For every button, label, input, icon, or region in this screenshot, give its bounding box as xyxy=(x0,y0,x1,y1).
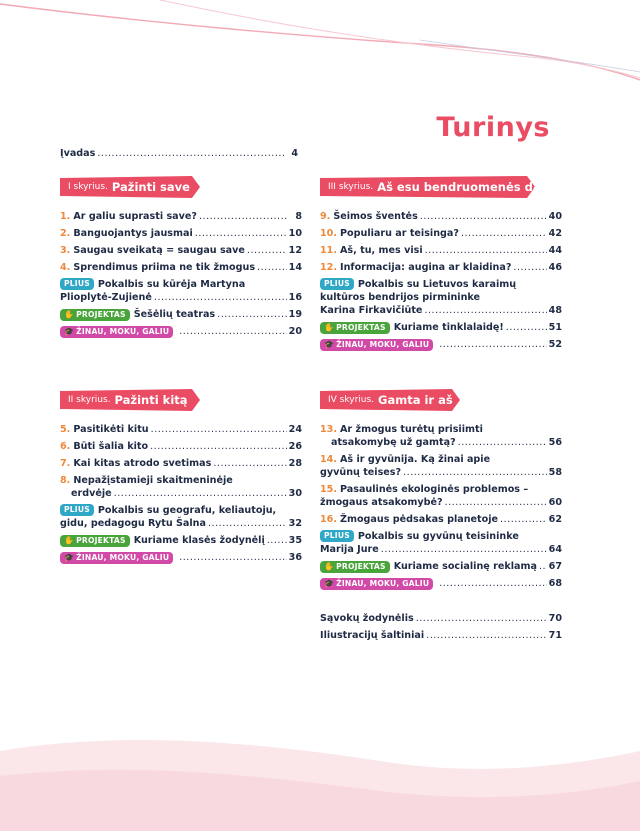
graduation-cap-icon: 🎓 xyxy=(64,553,75,562)
zinau-entry[interactable]: 🎓 ŽINAU, MOKU, GALIU ..... 68 xyxy=(320,577,562,590)
zinau-badge: 🎓 ŽINAU, MOKU, GALIU xyxy=(60,552,173,564)
section-1-header: I skyrius. Pažinti save xyxy=(60,176,194,198)
zinau-badge: 🎓 ŽINAU, MOKU, GALIU xyxy=(320,339,433,351)
projektas-entry[interactable]: ✋ PROJEKTAS Kuriame klasės žodynėlį ..... 35 xyxy=(60,534,302,547)
hand-plant-icon: ✋ xyxy=(64,310,75,319)
hand-plant-icon: ✋ xyxy=(324,323,335,332)
plius-badge: PLIUS xyxy=(60,504,94,516)
zinau-badge: 🎓 ŽINAU, MOKU, GALIU xyxy=(60,326,173,338)
graduation-cap-icon: 🎓 xyxy=(64,327,75,336)
toc-entry[interactable]: 15. Pasaulinės ekologinės problemos – žmogaus atsakomybė? ..... 60 xyxy=(320,483,562,509)
projektas-badge: ✋ PROJEKTAS xyxy=(320,561,390,573)
plius-entry[interactable]: PLIUS Pokalbis su gyvūnų teisininke Marija Jure ..... 64 xyxy=(320,530,562,556)
toc-entry[interactable]: 14. Aš ir gyvūnija. Ką žinai apie gyvūnų teises? ..... 58 xyxy=(320,453,562,479)
graduation-cap-icon: 🎓 xyxy=(324,340,335,349)
plius-badge: PLIUS xyxy=(320,278,354,290)
toc-entry[interactable]: 13. Ar žmogus turėtų prisiimti atsakomybę už gamtą? ..... 56 xyxy=(320,423,562,449)
zinau-entry[interactable]: 🎓 ŽINAU, MOKU, GALIU ..... 52 xyxy=(320,338,562,351)
section-4-header: IV skyrius. Gamta ir aš xyxy=(320,389,454,411)
plius-badge: PLIUS xyxy=(320,530,354,542)
glossary-entry[interactable]: Sąvokų žodynėlis ..... 70 xyxy=(320,612,562,625)
toc-entry[interactable]: 7. Kai kitas atrodo svetimas ..... 28 xyxy=(60,457,302,470)
illustration-sources-entry[interactable]: Iliustracijų šaltiniai ..... 71 xyxy=(320,629,562,642)
toc-entry[interactable]: 8. Nepažįstamieji skaitmeninėje erdvėje ..... 30 xyxy=(60,474,302,500)
hand-plant-icon: ✋ xyxy=(64,536,75,545)
plius-entry[interactable]: PLIUS Pokalbis su geografu, keliautoju, gidu, pedagogu Rytu Šalna ..... 32 xyxy=(60,504,302,530)
toc-entry[interactable]: 6. Būti šalia kito ..... 26 xyxy=(60,440,302,453)
graduation-cap-icon: 🎓 xyxy=(324,579,335,588)
toc-entry[interactable]: 9. Šeimos šventės ..... 40 xyxy=(320,210,562,223)
bottom-decorative-wave xyxy=(0,721,640,831)
projektas-entry[interactable]: ✋ PROJEKTAS Kuriame socialinę reklamą ..... 67 xyxy=(320,560,562,573)
page-title: Turinys xyxy=(436,112,550,143)
plius-badge: PLIUS xyxy=(60,278,94,290)
section-3 xyxy=(320,176,562,355)
plius-entry[interactable]: PLIUS Pokalbis su kūrėja Martyna Plioplytė-Zujienė ..... 16 xyxy=(60,278,302,304)
section-2 xyxy=(60,389,302,568)
toc-entry[interactable]: 10. Populiaru ar teisinga? ..... 42 xyxy=(320,227,562,240)
zinau-entry[interactable]: 🎓 ŽINAU, MOKU, GALIU ..... 36 xyxy=(60,551,302,564)
toc-entry[interactable]: 12. Informacija: augina ar klaidina? ..... 46 xyxy=(320,261,562,274)
plius-entry[interactable]: PLIUS Pokalbis su Lietuvos karaimų kultūros bendrijos pirmininke Karina Firkavičiūte ..... 48 xyxy=(320,278,562,317)
section-1 xyxy=(60,176,302,342)
toc-entry[interactable]: 11. Aš, tu, mes visi ..... 44 xyxy=(320,244,562,257)
projektas-entry[interactable]: ✋ PROJEKTAS Šešėlių teatras ..... 19 xyxy=(60,308,302,321)
intro-page: 4 xyxy=(291,148,298,159)
toc-entry[interactable]: 16. Žmogaus pėdsakas planetoje ..... 62 xyxy=(320,513,562,526)
zinau-badge: 🎓 ŽINAU, MOKU, GALIU xyxy=(320,578,433,590)
section-2-header: II skyrius. Pažinti kitą xyxy=(60,389,194,411)
toc-entry[interactable]: 5. Pasitikėti kitu ..... 24 xyxy=(60,423,302,436)
projektas-badge: ✋ PROJEKTAS xyxy=(60,535,130,547)
projektas-entry[interactable]: ✋ PROJEKTAS Kuriame tinklalaidę! ..... 51 xyxy=(320,321,562,334)
toc-entry[interactable]: 1. Ar galiu suprasti save? ..... 8 xyxy=(60,210,302,223)
intro-entry[interactable] xyxy=(60,147,298,164)
hand-plant-icon: ✋ xyxy=(324,562,335,571)
toc-entry[interactable]: 2. Banguojantys jausmai ..... 10 xyxy=(60,227,302,240)
projektas-badge: ✋ PROJEKTAS xyxy=(60,309,130,321)
intro-label: Įvadas xyxy=(60,148,96,159)
section-3-header: III skyrius. Aš esu bendruomenės dalis xyxy=(320,176,534,198)
zinau-entry[interactable]: 🎓 ŽINAU, MOKU, GALIU ..... 20 xyxy=(60,325,302,338)
section-4 xyxy=(320,389,562,646)
top-decorative-curves xyxy=(0,0,640,90)
toc-entry[interactable]: 4. Sprendimus priima ne tik žmogus ..... 14 xyxy=(60,261,302,274)
toc-entry[interactable]: 3. Saugau sveikatą = saugau save ..... 12 xyxy=(60,244,302,257)
projektas-badge: ✋ PROJEKTAS xyxy=(320,322,390,334)
